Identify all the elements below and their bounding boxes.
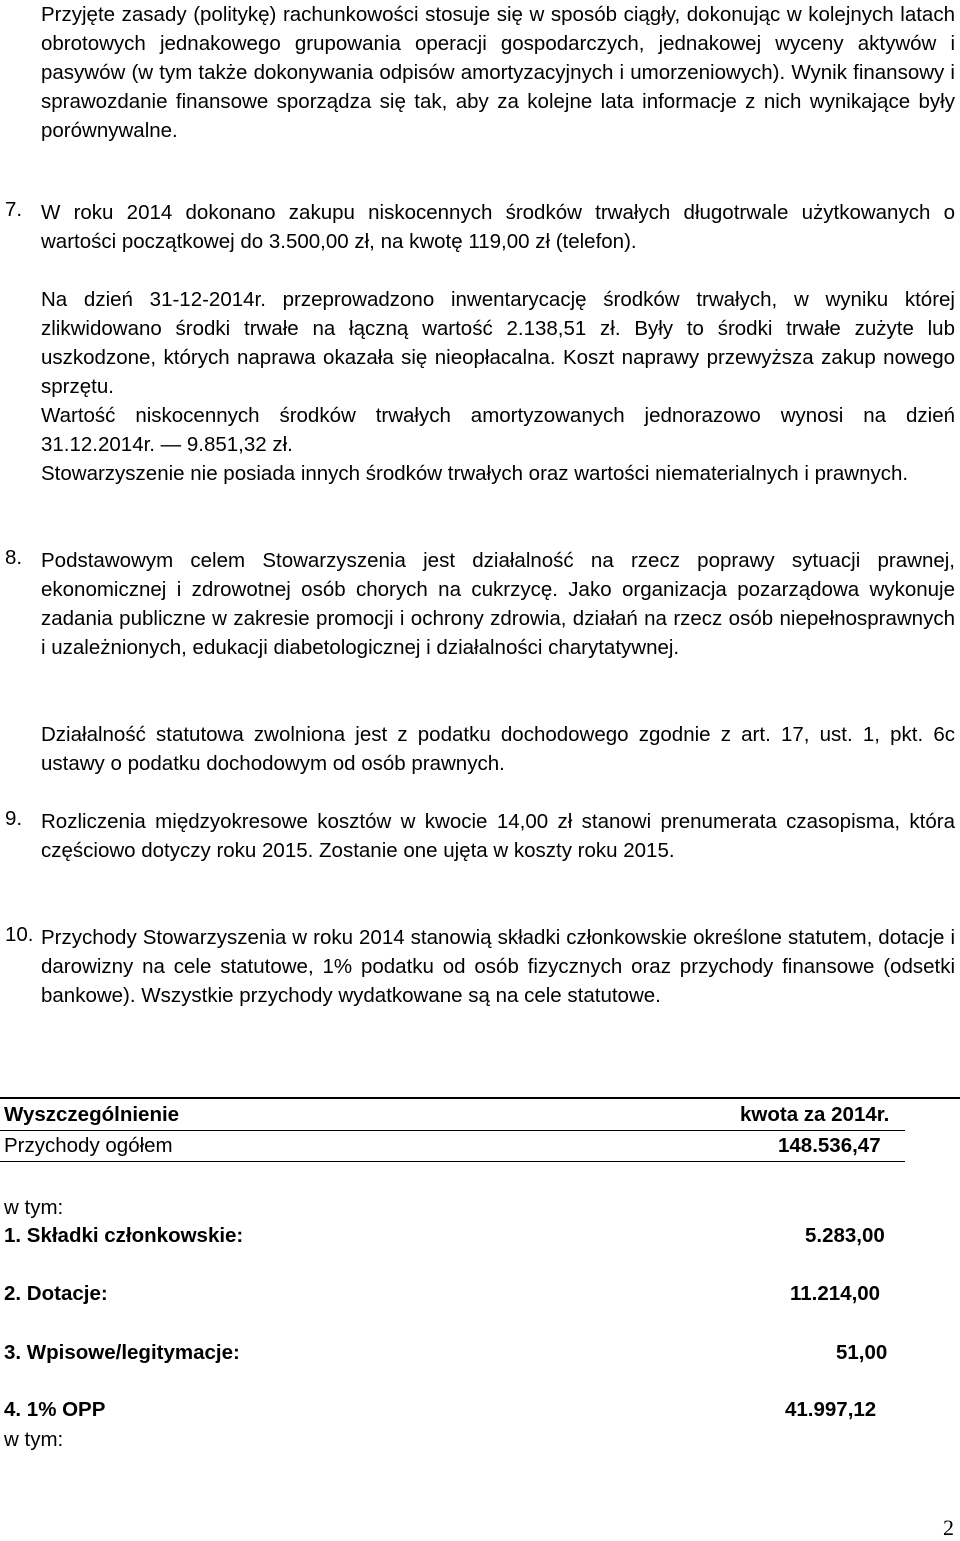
table-total-label: Przychody ogółem <box>4 1134 173 1157</box>
table-total-value: 148.536,47 <box>778 1134 881 1157</box>
table-row-label: 4. 1% OPP <box>4 1398 106 1421</box>
table-header-label: Wyszczególnienie <box>4 1103 180 1126</box>
table-in-that-label: w tym: <box>4 1196 64 1219</box>
item-7-paragraph-3: Wartość niskocennych środków trwałych amortyzowanych jednorazowo wynosi na dzień 31.12.2014r. — 9.851,32 zł. <box>41 404 955 456</box>
item-9-paragraph-1: Rozliczenia międzyokresowe kosztów w kwocie 14,00 zł stanowi prenumerata czasopisma, która częściowo dotyczy roku 2015. Zostanie one ujęta w koszty roku 2015. <box>41 810 955 862</box>
table-header-rule <box>0 1130 905 1131</box>
intro-paragraph: Przyjęte zasady (politykę) rachunkowości stosuje się w sposób ciągły, dokonując w kolejnych latach obrotowych jednakowego grupowania operacji gospodarczych, jednakowej wyceny aktywów i pasywów (w tym także dokonywania odpisów amortyzacyjnych i umorzeniowych). Wynik finansowy i sprawozdanie finansowe sporządza się tak, aby za kolejne lata informacje z nich wynikające były porównywalne. <box>41 3 955 142</box>
table-row-label: 2. Dotacje: <box>4 1282 108 1305</box>
item-8-paragraph-2: Działalność statutowa zwolniona jest z podatku dochodowego zgodnie z art. 17, ust. 1, pkt. 6c ustawy o podatku dochodowym od osób prawnych. <box>41 723 955 775</box>
table-row-label: 3. Wpisowe/legitymacje: <box>4 1341 240 1364</box>
table-row-value: 5.283,00 <box>805 1224 885 1247</box>
item-10-paragraph-1: Przychody Stowarzyszenia w roku 2014 stanowią składki członkowskie określone statutem, dotacje i darowizny na cele statutowe, 1% podatku od osób fizycznych oraz przychody finansowe (odsetki bankowe). Wszystkie przychody wydatkowane są na cele statutowe. <box>41 926 955 1007</box>
item-7-paragraph-2: Na dzień 31-12-2014r. przeprowadzono inwentarycację środków trwałych, w wyniku której zlikwidowano środki trwałe na łączną wartość 2.138,51 zł. Były to środki trwałe zużyte lub uszkodzone, których naprawa okazała się nieopłacalna. Koszt naprawy przewyższa zakup nowego sprzętu. <box>41 288 955 398</box>
item-8-number: 8. <box>5 546 23 569</box>
table-in-that-label-2: w tym: <box>4 1428 64 1451</box>
item-7-paragraph-1: W roku 2014 dokonano zakupu niskocennych środków trwałych długotrwale użytkowanych o wartości początkowej do 3.500,00 zł, na kwotę 119,00 zł (telefon). <box>41 201 955 253</box>
table-top-rule <box>0 1097 960 1099</box>
item-10-number: 10. <box>5 923 34 946</box>
item-7-number: 7. <box>5 198 23 221</box>
table-row-value: 51,00 <box>836 1341 888 1364</box>
table-total-rule <box>0 1161 905 1162</box>
table-row-value: 11.214,00 <box>790 1282 881 1305</box>
page-number: 2 <box>943 1515 954 1540</box>
table-row-label: 1. Składki członkowskie: <box>4 1224 244 1247</box>
item-7-paragraph-4: Stowarzyszenie nie posiada innych środków trwałych oraz wartości niematerialnych i prawnych. <box>41 462 909 485</box>
item-9-number: 9. <box>5 807 23 830</box>
table-row-value: 41.997,12 <box>785 1398 877 1421</box>
item-8-paragraph-1: Podstawowym celem Stowarzyszenia jest działalność na rzecz poprawy sytuacji prawnej, ekonomicznej i zdrowotnej osób chorych na cukrzycę. Jako organizacja pozarządowa wykonuje zadania publiczne w zakresie promocji i ochrony zdrowia, działań na rzecz osób niepełnosprawnych i uzależnionych, edukacji diabetologicznej i działalności charytatywnej. <box>41 549 955 659</box>
table-header-value: kwota za 2014r. <box>740 1103 890 1126</box>
